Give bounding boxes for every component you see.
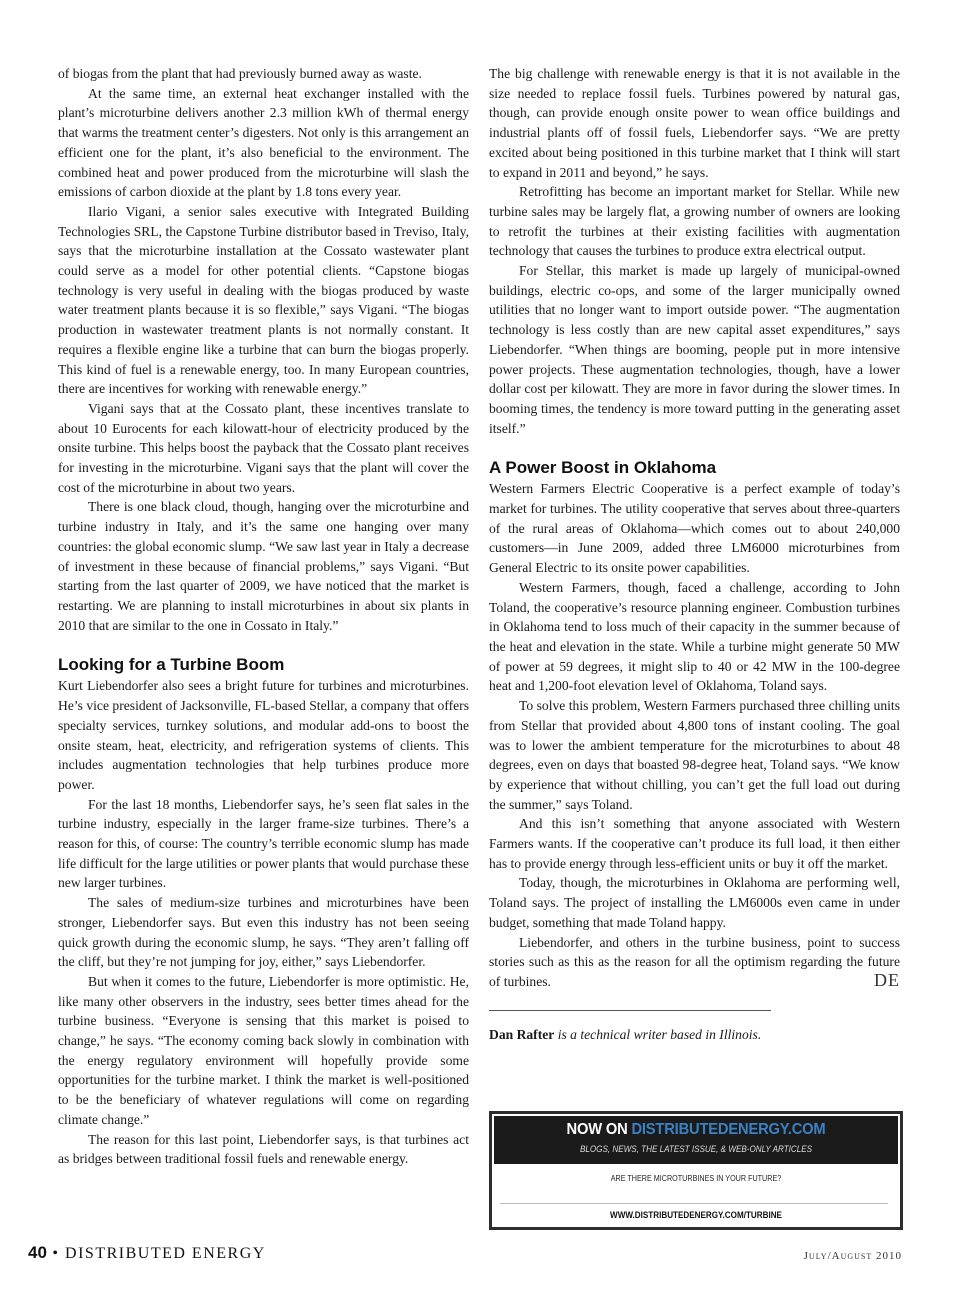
promo-site-link[interactable]: DISTRIBUTEDENERGY.COM — [631, 1121, 826, 1138]
body-paragraph: To solve this problem, Western Farmers purchased three chilling units from Stellar that provided about 4,800 tons of instant cooling. The goal was to lower the ambient temperature for the microturbines to about 48 degrees, even on days that boasted 98-degree heat, Toland says. “We know by experience that without chilling, you can’t get the full load out during the summer,” says Toland. — [489, 698, 900, 812]
end-mark: DE — [874, 969, 900, 990]
body-paragraph: Western Farmers Electric Cooperative is a perfect example of today’s market for turbines. The utility cooperative that serves about three-quarters of the rural areas of Oklahoma—which comes out to about 240,000 customers—in June 2009, added three LM6000 microturbines from General Electric to its onsite power capabilities. — [489, 481, 900, 576]
promo-title — [510, 1116, 882, 1139]
promo-divider — [500, 1203, 888, 1204]
promo-now-on: NOW ON — [566, 1121, 632, 1138]
left-column — [58, 64, 469, 1169]
issue-date: July/August 2010 — [803, 1250, 902, 1262]
body-paragraph: Kurt Liebendorfer also sees a bright future for turbines and microturbines. He’s vice president of Jacksonville, FL-based Stellar, a company that offers specialty services, turnkey solutions, and modular add-ons to boost the onsite steam, heat, electricity, and refrigeration systems of clients. This includes augmentation technologies that help turbines produce more power. — [58, 678, 469, 792]
right-column — [489, 64, 900, 1044]
body-paragraph: The sales of medium-size turbines and microturbines have been stronger, Liebendorfer says. But even this industry has not been seeing quick growth during the economic slump, he says. “They aren’t falling off the cliff, but they’re not jumping for joy, either,” says Liebendorfer. — [58, 895, 469, 970]
body-paragraph: Retrofitting has become an important market for Stellar. While new turbine sales may be largely flat, a growing number of owners are looking to retrofit the turbines at their existing facilities with augmentation technology that causes the turbines to produce extra electrical output. — [489, 184, 900, 259]
body-paragraph: Liebendorfer, and others in the turbine business, point to success stories such as this as the reason for all the optimism regarding the future of turbines. — [489, 934, 900, 989]
body-paragraph: For Stellar, this market is made up largely of municipal-owned buildings, electric co-ops, and some of the larger municipally owned utilities that no longer want to import outside power. “The augmentation technology is less costly than are new capital asset expenditures,” says Liebendorfer. “When things are booming, people put in more intensive power projects. These augmentation technologies, though, have a lower dollar cost per kilowatt. They are more in favor during the slower times. In booming times, the tendency is more toward putting in the generating asset itself.” — [489, 263, 900, 436]
body-paragraph: Western Farmers, though, faced a challenge, according to John Toland, the cooperative’s resource planning engineer. Combustion turbines in Oklahoma tend to loss much of their capacity in the summer because of the heat and elevation in the state. While a turbine might generate 50 MW of power at 59 degrees, it might slip to 40 or 42 MW in the 100-degree heat and 1,200-foot elevation level of Oklahoma, Toland says. — [489, 579, 900, 694]
publication-name: DISTRIBUTED ENERGY — [65, 1245, 266, 1262]
body-paragraph: For the last 18 months, Liebendorfer says, he’s seen flat sales in the turbine industry, especially in the larger frame-size turbines. There’s a reason for this, of course: The country’s terrible economic slump has made life difficult for the large utilities or power plants that would purchase these new larger turbines. — [58, 796, 469, 891]
left-paragraphs-2 — [58, 676, 469, 1169]
byline-divider — [489, 1010, 771, 1011]
body-paragraph: Vigani says that at the Cossato plant, these incentives translate to about 10 Eurocents for each kilowatt-hour of electricity produced by the onsite turbine. This helps boost the payback that the Cossato plant receives for investing in the microturbine. Vigani says that the plant will cover the cost of the microturbine in about two years. — [58, 400, 469, 495]
body-paragraph: The reason for this last point, Liebendorfer says, is that turbines act as bridges between traditional fossil fuels and renewable energy. — [58, 1131, 469, 1167]
web-promo-box[interactable] — [489, 1111, 903, 1230]
body-paragraph: of biogas from the plant that had previously burned away as waste. — [58, 66, 422, 81]
left-paragraphs-1 — [58, 64, 469, 635]
footer-separator: • — [46, 1245, 66, 1262]
promo-subtitle: BLOGS, NEWS, THE LATEST ISSUE, & WEB-ONLY ARTICLES — [579, 1144, 813, 1154]
section-heading-power-boost: A Power Boost in Oklahoma — [489, 458, 717, 478]
author-name: Dan Rafter — [489, 1026, 555, 1042]
body-paragraph: And this isn’t something that anyone associated with Western Farmers wants. If the cooperative can’t produce its full load, it then either has to provide energy through less-efficient units or buy it off the market. — [489, 816, 900, 871]
page-number: 40 — [28, 1243, 47, 1262]
author-byline — [489, 1025, 900, 1045]
page-footer-left — [28, 1243, 266, 1263]
body-paragraph: Ilario Vigani, a senior sales executive with Integrated Building Technologies SRL, the Capstone Turbine distributor based in Treviso, Italy, says that the microturbine installation at the Cossato wastewater plant could serve as a model for other potential clients. “Capstone biogas technology is very useful in dealing with the biogas produced by waste water treatment plants because it is so flexible,” says Vigani. “The biogas production in wastewater treatment plants is not normally constant. It requires a flexible engine like a turbine that can burn the biogas properly. This kind of fuel is a renewable energy, too. In many European countries, there are incentives for working with renewable energy.” — [58, 203, 469, 397]
promo-url-link[interactable]: WWW.DISTRIBUTEDENERGY.COM/TURBINE — [610, 1210, 782, 1220]
promo-question: ARE THERE MICROTURBINES IN YOUR FUTURE? — [610, 1174, 782, 1183]
body-paragraph: But when it comes to the future, Liebendorfer is more optimistic. He, like many other observers in the industry, sees better times ahead for the turbine business. “Everyone is sensing that this market is poised to change,” he says. “The economy coming back slowly in combination with the energy regulatory environment will hopefully provide some opportunities for the turbine market. I think the market is well-positioned to be the beneficiary of whatever regulations will come on regarding climate change.” — [58, 973, 469, 1127]
author-bio: is a technical writer based in Illinois. — [554, 1026, 762, 1042]
body-paragraph: Today, though, the microturbines in Oklahoma are performing well, Toland says. The project of installing the LM6000s even came in under budget, something that made Toland happy. — [489, 875, 900, 930]
right-paragraphs-2 — [489, 479, 900, 991]
body-paragraph: The big challenge with renewable energy is that it is not available in the size needed to replace fossil fuels. Turbines powered by natural gas, though, can provide enough onsite power to wean office buildings and industrial plants off of fossil fuels, Liebendorfer says. “We are pretty excited about being positioned in this turbine market that I think will start to expand in 2011 and beyond,” he says. — [489, 66, 900, 180]
body-paragraph: At the same time, an external heat exchanger installed with the plant’s microturbine delivers another 2.3 million kWh of thermal energy that warms the treatment center’s digesters. Not only is this arrangement an efficient one for the plant, it’s also beneficial to the environment. The combined heat and power produced from the microturbine will slash the emissions of carbon dioxide at the plant by 1.8 tons every year. — [58, 85, 469, 200]
section-heading-turbine-boom: Looking for a Turbine Boom — [58, 655, 285, 675]
body-paragraph: There is one black cloud, though, hanging over the microturbine and turbine industry in Italy, and it’s the same one hanging over many countries: the global economic slump. “We saw last year in Italy a decrease of investment in these because of financial problems,” says Vigani. “But starting from the last quarter of 2009, we have noticed that the market is restarting. We are planning to install microturbines in about six plants in 2010 that are similar to the one in Cossato in Italy.” — [58, 499, 469, 633]
right-paragraphs-1 — [489, 64, 900, 438]
promo-header — [494, 1116, 898, 1164]
